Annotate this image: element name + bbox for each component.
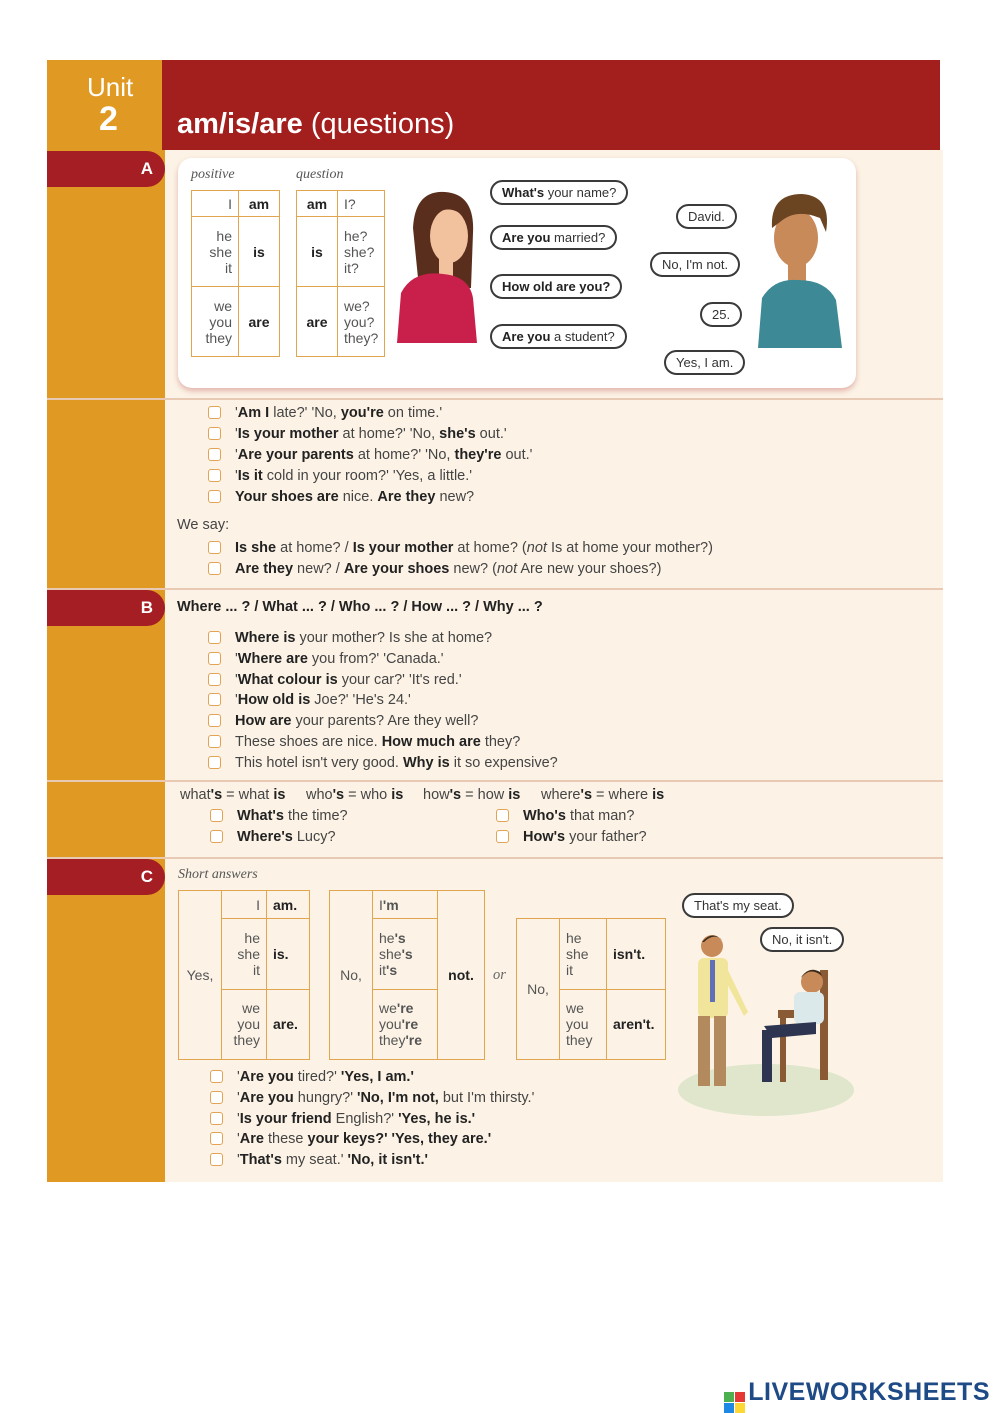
checkbox-icon[interactable] — [210, 830, 223, 843]
text-run: I — [379, 896, 383, 913]
text-run: it — [379, 961, 386, 978]
sidebar — [47, 150, 165, 1182]
bubble-bold: What's — [502, 185, 545, 200]
grammar-box — [178, 158, 856, 388]
speech-bubble: 25. — [700, 302, 742, 327]
bubble-bold: Are you — [502, 329, 551, 344]
text-run: they — [379, 1032, 406, 1049]
text-run: that man? — [565, 808, 635, 824]
label-question: question — [296, 167, 344, 182]
example-line — [208, 732, 558, 753]
text-run: they? — [480, 733, 521, 750]
pronoun-cell — [373, 989, 438, 1059]
pronoun-cell: we you they — [192, 287, 239, 357]
checkbox-icon[interactable] — [208, 469, 221, 482]
text-run: ' — [237, 1069, 240, 1085]
text-run: not — [496, 561, 518, 577]
text-run: Am I — [237, 405, 270, 421]
verb-cell: is. — [267, 919, 310, 989]
text-run: your car?' 'It's red.' — [337, 671, 462, 688]
speech-bubble: That's my seat. — [682, 893, 794, 918]
text-run: 's — [580, 787, 593, 803]
pronoun-cell: I — [222, 891, 267, 919]
text-run: new? / — [293, 561, 344, 577]
text-run: ' — [235, 447, 238, 463]
text-run: you're — [340, 405, 384, 421]
text-run: Is your mother — [237, 426, 339, 442]
pronoun-cell: we? you? they? — [338, 287, 385, 357]
text-run: That's — [239, 1152, 282, 1169]
checkbox-icon[interactable] — [210, 1112, 223, 1125]
pronoun-cell: I — [192, 191, 239, 217]
example-line — [210, 1109, 534, 1130]
text-run: Is she — [235, 540, 277, 556]
text-run: Is your mother — [352, 540, 454, 556]
text-run: Are they — [377, 489, 436, 505]
example-line — [208, 424, 532, 445]
bubble-bold: How old are you? — [502, 279, 611, 294]
divider — [47, 588, 943, 590]
text-run: you from?' 'Canada.' — [307, 650, 444, 667]
bubble-rest: a student? — [550, 329, 615, 344]
text-run: 's — [449, 787, 462, 803]
section-a-examples — [208, 403, 532, 508]
text-run: on time.' — [383, 405, 443, 421]
verb-cell: are — [297, 287, 338, 357]
pronoun-cell: we you they — [222, 989, 267, 1059]
verb-cell: aren't. — [607, 989, 666, 1060]
yes-label: Yes, — [179, 891, 222, 1060]
text-run: ' — [237, 1110, 240, 1127]
section-tab-c: C — [47, 859, 165, 895]
unit-badge — [47, 60, 162, 150]
verb-cell: am. — [267, 891, 310, 919]
text-run: 's — [394, 929, 406, 946]
pronoun-cell: I? — [338, 191, 385, 217]
page-title: am/is/are (questions) — [177, 108, 455, 140]
checkbox-icon[interactable] — [210, 1132, 223, 1145]
speech-bubble — [490, 180, 628, 205]
text-run: Are you — [239, 1069, 294, 1085]
text-run: Joe?' 'He's 24.' — [310, 692, 411, 709]
seat-illustration — [676, 930, 856, 1120]
text-run: where — [541, 787, 581, 803]
example-line — [210, 1129, 534, 1150]
checkbox-icon[interactable] — [208, 673, 221, 686]
text-run: cold in your room?' 'Yes, a little.' — [262, 468, 473, 484]
example-line — [210, 1150, 534, 1171]
text-run: nice. — [338, 489, 378, 505]
divider — [47, 780, 943, 782]
text-run: 're — [405, 1032, 423, 1049]
contraction — [306, 787, 403, 803]
example-line — [208, 538, 713, 559]
bubble-rest: married? — [550, 230, 606, 245]
contraction — [423, 787, 520, 803]
text-run: new? ( — [449, 561, 497, 577]
text-run: she — [379, 945, 402, 962]
example-line — [208, 753, 558, 774]
text-run: at home? ( — [453, 540, 527, 556]
checkbox-icon[interactable] — [208, 735, 221, 748]
text-run: he — [379, 929, 395, 946]
section-tab-a: A — [47, 151, 165, 187]
example-line — [208, 711, 558, 732]
text-run: is — [273, 787, 286, 803]
section-b-examples — [208, 628, 558, 774]
liveworksheets-logo: LIVEWORKSHEETS — [724, 1378, 990, 1413]
speech-bubble: David. — [676, 204, 737, 229]
text-run: Is your friend — [239, 1110, 332, 1127]
text-run: at home?' 'No, — [338, 426, 440, 442]
example-line — [208, 690, 558, 711]
text-run: 'No, it isn't.' — [347, 1152, 428, 1169]
text-run: she's — [439, 426, 476, 442]
checkbox-icon[interactable] — [208, 427, 221, 440]
pronoun-cell: he she it — [222, 919, 267, 989]
checkbox-icon[interactable] — [208, 541, 221, 554]
we-say-examples — [208, 538, 713, 580]
verb-cell: am — [297, 191, 338, 217]
text-run: 're — [401, 1016, 419, 1033]
example-line — [208, 445, 532, 466]
text-run: These shoes are nice. — [235, 733, 382, 750]
checkbox-icon[interactable] — [208, 406, 221, 419]
text-run: What's — [237, 808, 284, 824]
example-line — [208, 628, 558, 649]
text-run: = what — [222, 787, 274, 803]
text-run: 's — [210, 787, 223, 803]
short-answers-label: Short answers — [178, 867, 258, 882]
text-run: ' — [235, 692, 238, 709]
verb-cell: am — [239, 191, 280, 217]
verb-cell: are. — [267, 989, 310, 1059]
text-run: Are you — [239, 1089, 294, 1106]
contraction — [180, 787, 285, 803]
text-run: we — [379, 1000, 397, 1017]
man-illustration — [756, 188, 846, 353]
checkbox-icon[interactable] — [208, 756, 221, 769]
text-run: 'm — [382, 896, 399, 913]
text-run: who — [306, 787, 333, 803]
text-run: but I'm thirsty.' — [438, 1089, 535, 1106]
example-line — [210, 1088, 534, 1109]
checkbox-icon[interactable] — [496, 830, 509, 843]
text-run: is — [508, 787, 521, 803]
text-run: ' — [237, 1152, 240, 1169]
text-run: = where — [592, 787, 653, 803]
example-line — [208, 649, 558, 670]
checkbox-icon[interactable] — [208, 631, 221, 644]
yes-answers-table — [178, 890, 310, 1060]
unit-label: Unit — [87, 72, 134, 102]
text-run: 're — [396, 1000, 414, 1017]
text-run: out.' — [475, 426, 507, 442]
text-run: Why is — [403, 754, 450, 771]
text-run: ' — [235, 468, 238, 484]
text-run: Your shoes are — [235, 489, 339, 505]
verb-cell: are — [239, 287, 280, 357]
text-run: Lucy? — [292, 829, 336, 845]
text-run: ' — [235, 650, 238, 667]
text-run: it so expensive? — [449, 754, 558, 771]
text-run: Is at home your mother?) — [546, 540, 713, 556]
text-run: at home?' 'No, — [353, 447, 455, 463]
label-positive: positive — [191, 167, 235, 182]
pronoun-cell: he she it — [560, 919, 607, 990]
text-run: This hotel isn't very good. — [235, 754, 403, 771]
text-run: ' — [235, 671, 238, 688]
text-run: 's — [401, 945, 413, 962]
pronoun-cell — [373, 891, 438, 919]
text-run: 's — [386, 961, 398, 978]
checkbox-icon[interactable] — [208, 490, 221, 503]
speech-bubble: No, it isn't. — [760, 927, 844, 952]
contraction-example — [496, 829, 647, 845]
text-run: Where's — [237, 829, 293, 845]
pronoun-cell: he she it — [192, 217, 239, 287]
text-run: Are your shoes — [343, 561, 450, 577]
not-label: not. — [438, 891, 485, 1060]
text-run: is — [391, 787, 404, 803]
contraction-example — [210, 808, 348, 824]
positive-table — [191, 190, 280, 357]
text-run: English?' — [331, 1110, 399, 1127]
example-line — [208, 466, 532, 487]
text-run: = how — [461, 787, 509, 803]
checkbox-icon[interactable] — [210, 1091, 223, 1104]
text-run: Who's — [523, 808, 566, 824]
text-run: your mother? Is she at home? — [295, 630, 493, 646]
text-run: Are they — [235, 561, 294, 577]
text-run: How's — [523, 829, 566, 845]
text-run: hungry?' — [293, 1089, 358, 1106]
text-run: How much are — [381, 733, 481, 750]
text-run: they're — [454, 447, 502, 463]
verb-cell: is — [297, 217, 338, 287]
text-run: your keys?' — [307, 1131, 388, 1148]
speech-bubble: Yes, I am. — [664, 350, 745, 375]
checkbox-icon[interactable] — [210, 1153, 223, 1166]
text-run: What colour is — [237, 671, 338, 688]
checkbox-icon[interactable] — [496, 809, 509, 822]
text-run: these — [263, 1131, 308, 1148]
text-run: ' — [235, 405, 238, 421]
verb-cell: isn't. — [607, 919, 666, 990]
text-run: late?' 'No, — [269, 405, 341, 421]
speech-bubble — [490, 274, 622, 299]
bubble-rest: your name? — [544, 185, 617, 200]
example-line — [208, 559, 713, 580]
text-run: = who — [344, 787, 392, 803]
text-run: my seat.' — [281, 1152, 348, 1169]
text-run: your parents? Are they well? — [291, 713, 479, 730]
checkbox-icon[interactable] — [208, 562, 221, 575]
text-run: what — [180, 787, 211, 803]
speech-bubble: No, I'm not. — [650, 252, 740, 277]
checkbox-icon[interactable] — [208, 714, 221, 727]
text-run: ' — [237, 1089, 240, 1106]
text-run: ' — [235, 426, 238, 442]
text-run: Are your parents — [237, 447, 354, 463]
no-label: No, — [517, 919, 560, 1060]
text-run: you — [379, 1016, 402, 1033]
checkbox-icon[interactable] — [208, 652, 221, 665]
text-run: is — [652, 787, 665, 803]
no-short-table — [516, 918, 666, 1060]
text-run: 'Yes, they are.' — [391, 1131, 492, 1148]
text-run: Are — [239, 1131, 264, 1148]
or-label: or — [493, 967, 506, 983]
divider — [47, 398, 943, 400]
pronoun-cell — [373, 919, 438, 989]
checkbox-icon[interactable] — [208, 693, 221, 706]
text-run: 's — [332, 787, 345, 803]
example-line — [208, 670, 558, 691]
section-tab-b: B — [47, 590, 165, 626]
logo-icon — [724, 1392, 745, 1413]
example-line — [208, 403, 532, 424]
bubble-bold: Are you — [502, 230, 551, 245]
question-table — [296, 190, 385, 357]
text-run: Where are — [237, 650, 308, 667]
text-run: how — [423, 787, 450, 803]
text-run: 'No, I'm not, — [357, 1089, 439, 1106]
text-run: How are — [235, 713, 292, 730]
speech-bubble — [490, 225, 617, 250]
we-say-label: We say: — [177, 517, 230, 533]
contraction-example — [496, 808, 634, 824]
contraction — [541, 787, 664, 803]
pronoun-cell: we you they — [560, 989, 607, 1060]
text-run: How old is — [237, 692, 311, 709]
checkbox-icon[interactable] — [210, 1070, 223, 1083]
example-line — [208, 487, 532, 508]
section-c-examples — [210, 1067, 534, 1171]
text-run: Are new your shoes?) — [517, 561, 662, 577]
no-label: No, — [330, 891, 373, 1060]
pronoun-cell: he? she? it? — [338, 217, 385, 287]
text-run: out.' — [501, 447, 533, 463]
text-run: your father? — [565, 829, 647, 845]
text-run: ' — [237, 1131, 240, 1148]
speech-bubble — [490, 324, 627, 349]
text-run: Is it — [237, 468, 263, 484]
text-run: tired?' — [293, 1069, 341, 1085]
text-run: the time? — [283, 808, 348, 824]
verb-cell: is — [239, 217, 280, 287]
text-run: 'Yes, he is.' — [398, 1110, 476, 1127]
example-line — [210, 1067, 534, 1088]
checkbox-icon[interactable] — [210, 809, 223, 822]
text-run: at home? / — [276, 540, 353, 556]
section-b-heading: Where ... ? / What ... ? / Who ... ? / How ... ? / Why ... ? — [177, 599, 543, 615]
no-answers-table — [329, 890, 485, 1060]
title-bar — [162, 60, 940, 150]
text-run: not — [526, 540, 547, 556]
text-run: Where is — [235, 630, 296, 646]
unit-number: 2 — [99, 100, 118, 138]
divider — [47, 857, 943, 859]
woman-illustration — [393, 188, 483, 343]
text-run: new? — [435, 489, 475, 505]
checkbox-icon[interactable] — [208, 448, 221, 461]
text-run: 'Yes, I am.' — [340, 1069, 414, 1085]
contraction-example — [210, 829, 336, 845]
